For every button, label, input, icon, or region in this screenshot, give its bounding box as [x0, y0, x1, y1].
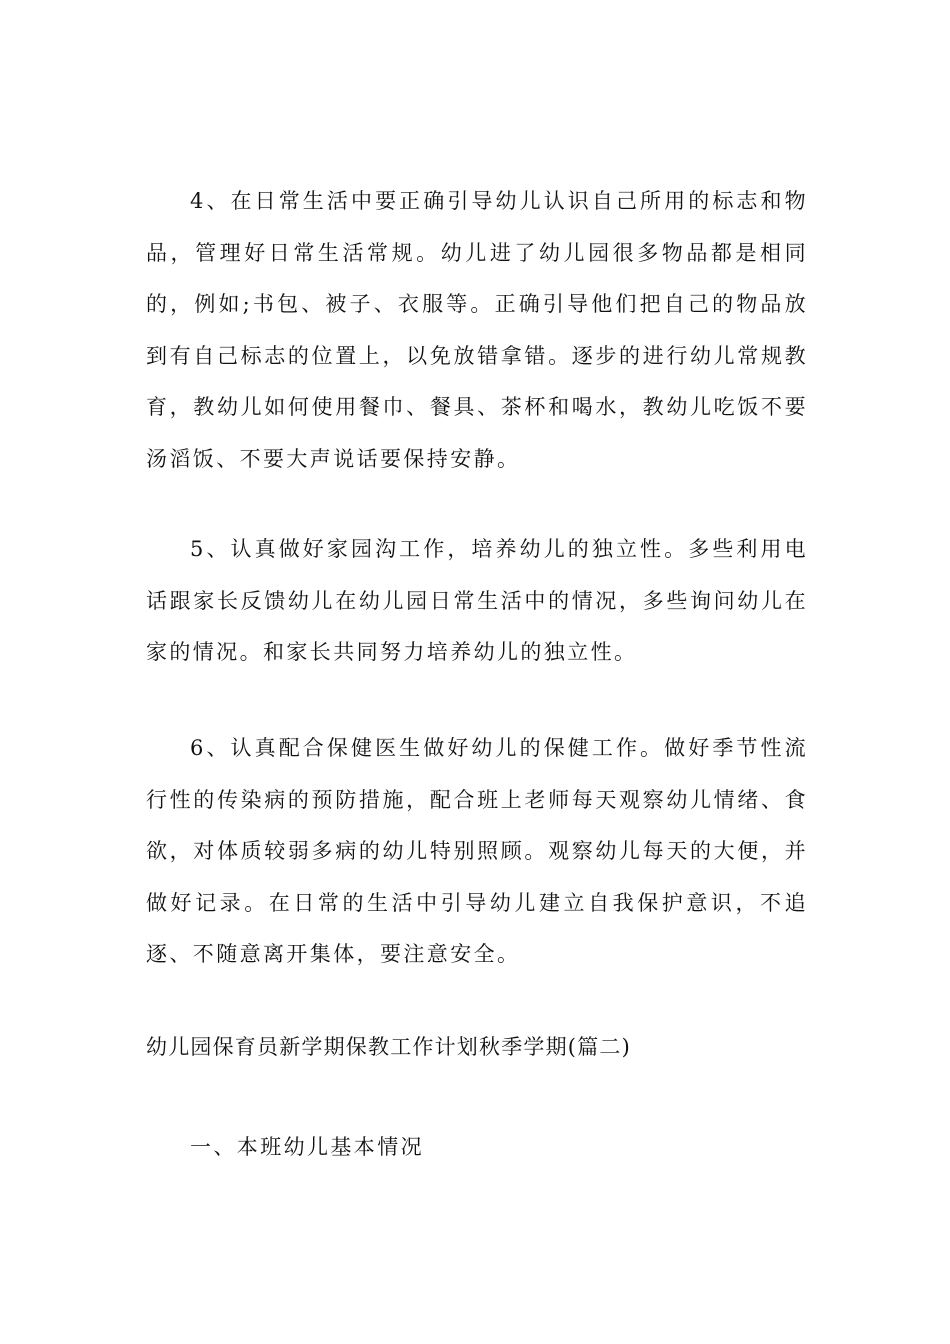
paragraph-item-5: 5、认真做好家园沟工作，培养幼儿的独立性。多些利用电话跟家长反馈幼儿在幼儿园日常生活中的情况，多些询问幼儿在家的情况。和家长共同努力培养幼儿的独立性。 — [146, 537, 808, 664]
paragraph-item-6: 6、认真配合保健医生做好幼儿的保健工作。做好季节性流行性的传染病的预防措施，配合班上老师每天观察幼儿情绪、食欲，对体质较弱多病的幼儿特别照顾。观察幼儿每天的大便，并做好记录。在日常的生活中引导幼儿建立自我保护意识，不追逐、不随意离开集体，要注意安全。 — [146, 736, 808, 966]
section-heading: 一、本班幼儿基本情况 — [190, 1135, 424, 1159]
document-title: 幼儿园保育员新学期保教工作计划秋季学期(篇二) — [146, 1035, 631, 1059]
paragraph-item-4: 4、在日常生活中要正确引导幼儿认识自己所用的标志和物品，管理好日常生活常规。幼儿进了幼儿园很多物品都是相同的，例如;书包、被子、衣服等。正确引导他们把自己的物品放到有自己标志的位置上，以免放错拿错。逐步的进行幼儿常规教育，教幼儿如何使用餐巾、餐具、茶杯和喝水，教幼儿吃饭不要汤滔饭、不要大声说话要保持安静。 — [146, 189, 808, 471]
